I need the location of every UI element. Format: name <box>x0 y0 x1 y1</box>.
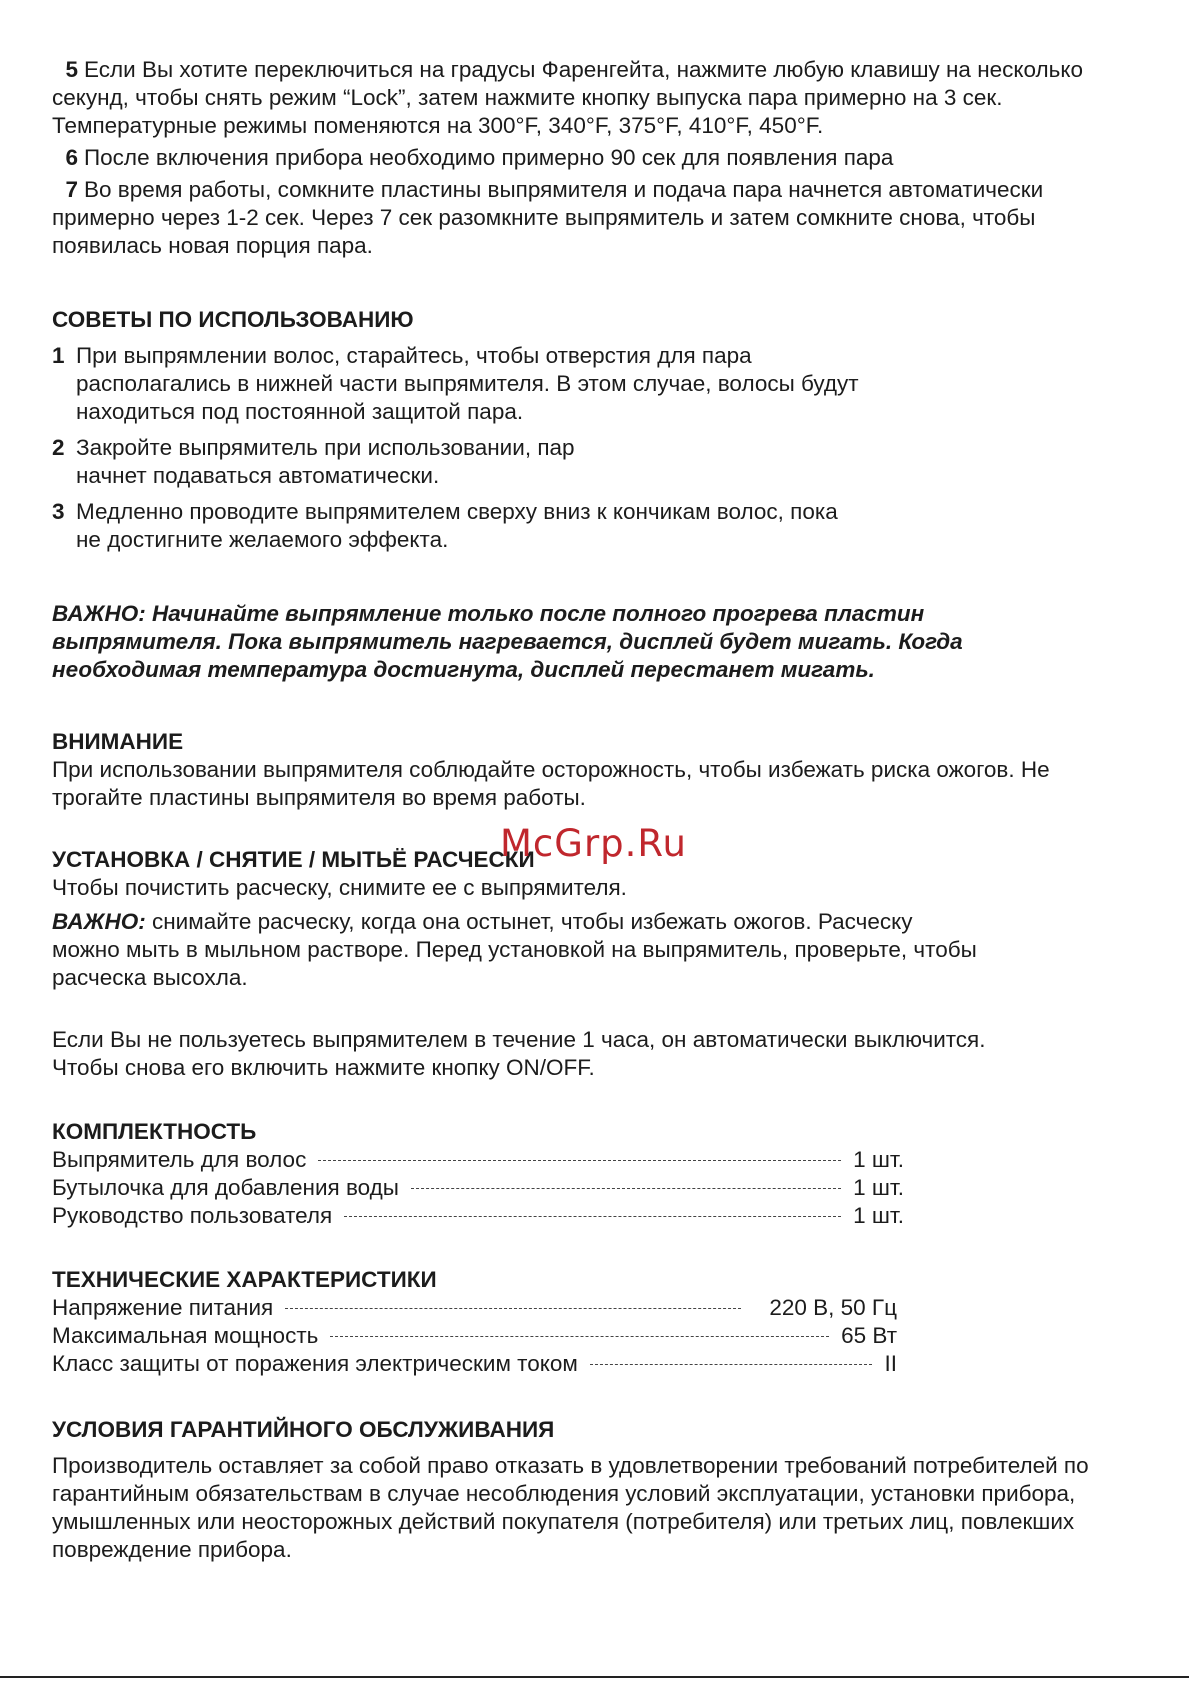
tip-number: 3 <box>52 499 65 524</box>
leader-dots <box>330 1336 829 1337</box>
tip-1 <box>52 342 1152 426</box>
auto-off-text: Если Вы не пользуетесь выпрямителем в течение 1 часа, он автоматически выключится. Чтобы снова его включить нажмите кнопку ON/OFF. <box>52 1027 986 1080</box>
step-number: 5 <box>65 57 78 82</box>
row-label: Класс защиты от поражения электрическим током <box>52 1351 578 1376</box>
row-value: 65 Вт <box>841 1323 897 1348</box>
tips-list <box>52 342 1152 554</box>
attention-heading: ВНИМАНИЕ <box>52 729 184 754</box>
contents-row <box>52 1202 904 1230</box>
contents-row <box>52 1174 904 1202</box>
specs-row <box>52 1294 897 1322</box>
tip-number: 1 <box>52 343 65 368</box>
leader-dots <box>411 1188 841 1189</box>
row-value: 1 шт. <box>853 1175 904 1200</box>
step-6 <box>52 144 1132 172</box>
document-page <box>52 56 1152 1564</box>
steps-list <box>52 56 1132 260</box>
leader-dots <box>318 1160 841 1161</box>
specs-table <box>52 1294 897 1378</box>
tip-3 <box>52 498 1152 554</box>
row-value: 220 В, 50 Гц <box>769 1295 897 1320</box>
tip-number: 2 <box>52 435 65 460</box>
row-value: II <box>884 1351 897 1376</box>
comb-text: Чтобы почистить расческу, снимите ее с выпрямителя. <box>52 875 627 900</box>
step-text: Если Вы хотите переключиться на градусы Фаренгейта, нажмите любую клавишу на несколько секунд, чтобы снять режим “Lock”, затем нажмите кнопку выпуска пара примерно на 3 сек. Температурные режимы поменяются на 300°F, 340°F, 375°F, 410°F, 450°F. <box>52 57 1083 138</box>
row-label: Максимальная мощность <box>52 1323 319 1348</box>
leader-dots <box>285 1308 741 1309</box>
step-text: После включения прибора необходимо примерно 90 сек для появления пара <box>84 145 894 170</box>
row-value: 1 шт. <box>853 1203 904 1228</box>
comb-important <box>52 908 982 992</box>
row-label: Напряжение питания <box>52 1295 274 1320</box>
comb-important-text: снимайте расческу, когда она остынет, чтобы избежать ожогов. Расческу можно мыть в мыльном растворе. Перед установкой на выпрямитель, проверьте, чтобы расческа высохла. <box>52 909 977 990</box>
important-note: ВАЖНО: Начинайте выпрямление только после полного прогрева пластин выпрямителя. Пока выпрямитель нагревается, дисплей будет мигать. Когда необходимая температура достигнута, дисплей перестанет мигать. <box>52 601 963 682</box>
specs-heading: ТЕХНИЧЕСКИЕ ХАРАКТЕРИСТИКИ <box>52 1267 437 1292</box>
row-label: Выпрямитель для волос <box>52 1147 307 1172</box>
row-label: Бутылочка для добавления воды <box>52 1175 399 1200</box>
leader-dots <box>590 1364 873 1365</box>
tips-heading: СОВЕТЫ ПО ИСПОЛЬЗОВАНИЮ <box>52 307 414 332</box>
page-bottom-rule <box>0 1676 1189 1678</box>
step-5 <box>52 56 1132 140</box>
row-label: Руководство пользователя <box>52 1203 333 1228</box>
specs-row <box>52 1322 897 1350</box>
comb-heading: УСТАНОВКА / СНЯТИЕ / МЫТЬЁ РАСЧЕСКИ <box>52 847 535 872</box>
attention-text: При использовании выпрямителя соблюдайте осторожность, чтобы избежать риска ожогов. Не трогайте пластины выпрямителя во время работы. <box>52 757 1050 810</box>
step-number: 6 <box>65 145 78 170</box>
tip-2 <box>52 434 1152 490</box>
warranty-heading: УСЛОВИЯ ГАРАНТИЙНОГО ОБСЛУЖИВАНИЯ <box>52 1417 555 1442</box>
contents-table <box>52 1146 904 1230</box>
step-number: 7 <box>65 177 78 202</box>
step-text: Во время работы, сомкните пластины выпрямителя и подача пара начнется автоматически примерно через 1-2 сек. Через 7 сек разомкните выпрямитель и затем сомкните снова, чтобы появилась новая порция пара. <box>52 177 1044 258</box>
specs-row <box>52 1350 897 1378</box>
row-value: 1 шт. <box>853 1147 904 1172</box>
warranty-text: Производитель оставляет за собой право отказать в удовлетворении требований потребителей по гарантийным обязательствам в случае несоблюдения условий эксплуатации, установки прибора, умышленных или неосторожных действий покупателя (потребителя) или третьих лиц, повлекших повреждение прибора. <box>52 1453 1089 1562</box>
contents-heading: КОМПЛЕКТНОСТЬ <box>52 1119 257 1144</box>
tip-text: Закройте выпрямитель при использовании, пар начнет подаваться автоматически. <box>76 435 575 488</box>
tip-text: Медленно проводите выпрямителем сверху вниз к кончикам волос, пока не достигните желаемого эффекта. <box>76 499 838 552</box>
tip-text: При выпрямлении волос, старайтесь, чтобы отверстия для пара располагались в нижней части выпрямителя. В этом случае, волосы будут находиться под постоянной защитой пара. <box>76 343 859 424</box>
important-label: ВАЖНО: <box>52 909 146 934</box>
step-7 <box>52 176 1052 260</box>
leader-dots <box>344 1216 841 1217</box>
contents-row <box>52 1146 904 1174</box>
watermark: McGrp.Ru <box>500 822 687 865</box>
